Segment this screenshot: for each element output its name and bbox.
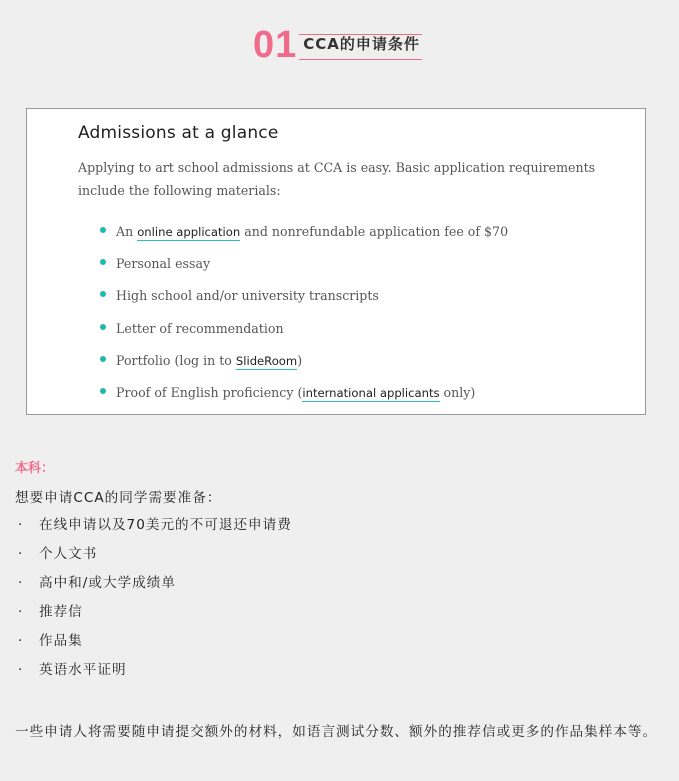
list-item: Personal essay bbox=[100, 253, 508, 285]
list-item: · 作品集 bbox=[18, 633, 83, 649]
list-item: Proof of English proficiency (international applicants only) bbox=[100, 382, 508, 414]
list-item: · 个人文书 bbox=[18, 546, 98, 562]
section-heading bbox=[253, 24, 422, 64]
bullet-dot-icon bbox=[100, 388, 106, 394]
requirements-list bbox=[100, 221, 508, 414]
bullet-dot-icon bbox=[100, 356, 106, 362]
list-item: Letter of recommendation bbox=[100, 318, 508, 350]
list-item: High school and/or university transcripts bbox=[100, 285, 508, 317]
list-item: · 英语水平证明 bbox=[18, 662, 127, 678]
admissions-card bbox=[26, 108, 646, 415]
bullet-dot-icon: · bbox=[18, 517, 24, 533]
section-number: 01 bbox=[253, 24, 298, 66]
list-item: · 推荐信 bbox=[18, 604, 83, 620]
bullet-dot-icon: · bbox=[18, 662, 24, 678]
bullet-dot-icon bbox=[100, 227, 106, 233]
list-item: Portfolio (log in to SlideRoom) bbox=[100, 350, 508, 382]
additional-materials-note: 一些申请人将需要随申请提交额外的材料，如语言测试分数、额外的推荐信或更多的作品集样本等。 bbox=[15, 724, 658, 740]
prep-text: 想要申请CCA的同学需要准备： bbox=[15, 490, 222, 506]
card-title: Admissions at a glance bbox=[78, 123, 279, 143]
online-application-link[interactable]: online application bbox=[137, 225, 241, 239]
card-intro: Applying to art school admissions at CCA is easy. Basic application requirements include the following materials: bbox=[78, 160, 596, 198]
bullet-dot-icon bbox=[100, 324, 106, 330]
international-applicants-link[interactable]: international applicants bbox=[302, 385, 440, 400]
bullet-dot-icon: · bbox=[18, 546, 24, 562]
bullet-dot-icon bbox=[100, 291, 106, 297]
list-item: An online application and nonrefundable application fee of $70 bbox=[100, 221, 508, 253]
undergrad-label: 本科： bbox=[15, 461, 55, 476]
list-item: · 在线申请以及70美元的不可退还申请费 bbox=[18, 517, 292, 533]
chinese-requirements-list bbox=[15, 515, 292, 689]
section-title: CCA的申请条件 bbox=[299, 34, 422, 60]
slideroom-link[interactable]: SlideRoom bbox=[235, 353, 298, 368]
list-item: · 高中和/或大学成绩单 bbox=[18, 575, 176, 591]
bullet-dot-icon: · bbox=[18, 604, 24, 620]
bullet-dot-icon: · bbox=[18, 633, 24, 649]
bullet-dot-icon bbox=[100, 259, 106, 265]
bullet-dot-icon: · bbox=[18, 575, 24, 591]
